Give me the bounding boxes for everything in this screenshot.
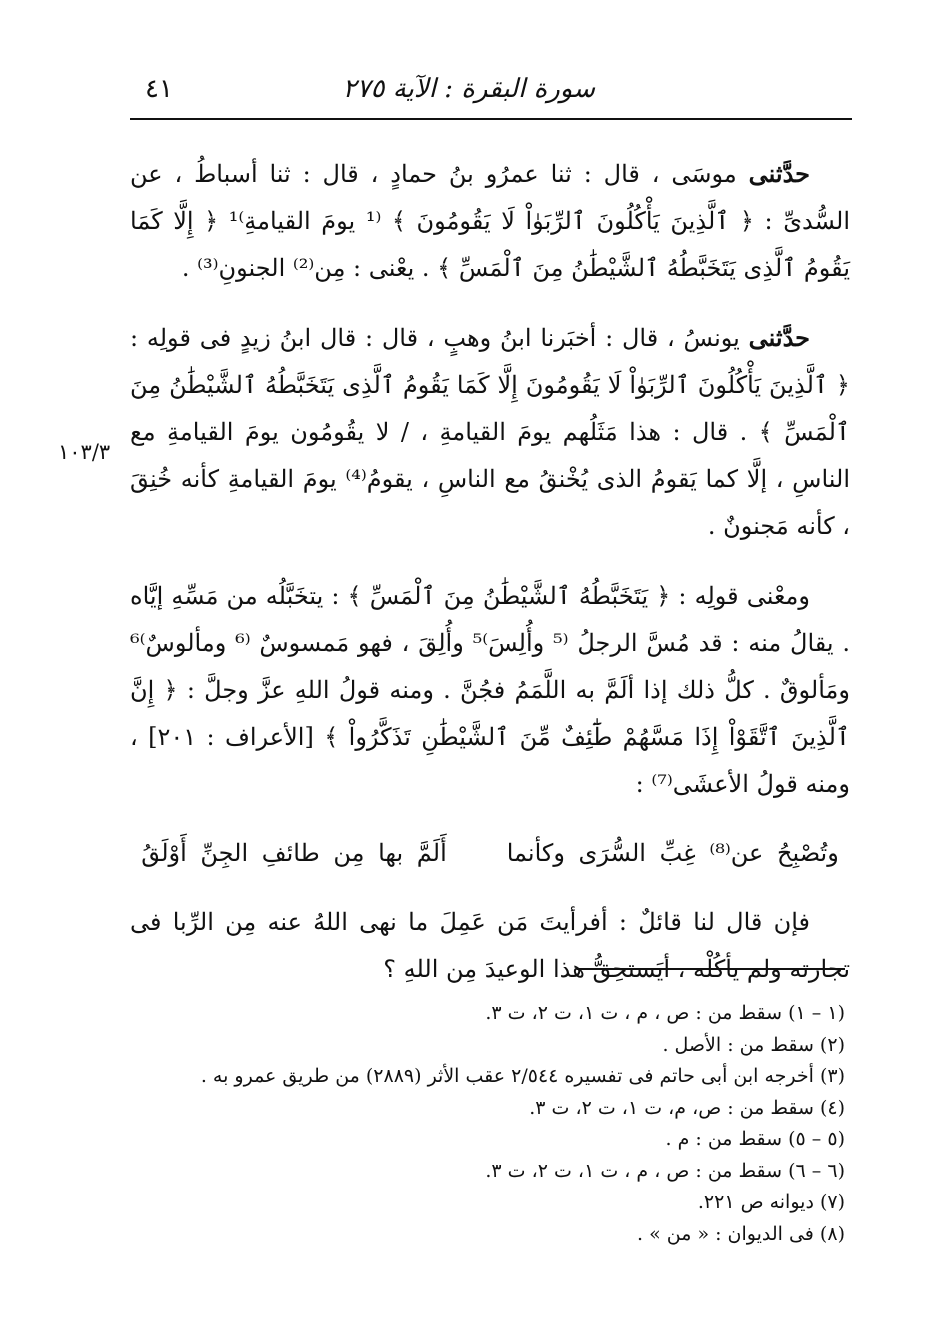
- footnote-item: (٥ – ٥) سقط من : م .: [665, 1128, 845, 1150]
- header-title: سورة البقرة : الآية ٢٧٥: [342, 74, 595, 104]
- footnote-item: (٣) أخرجه ابن أبى حاتم فى تفسيره ٢/٥٤٤ عقب الأثر (٢٨٨٩) من طريق عمرو به .: [200, 1065, 845, 1087]
- margin-reference: ١٠٣/٣: [58, 440, 111, 464]
- verse-hemistich-right: وتُصْبِحُ عن⁽⁸⁾ غِبِّ السُّرَى وكأنما: [506, 839, 839, 867]
- footnote-item: (٨) فى الديوان : « من » .: [637, 1222, 845, 1245]
- footnote-item: (٤) سقط من : ص، م، ت ١، ت ٢، ت ٣.: [529, 1096, 845, 1119]
- paragraph-text: موسَى ، قال : ثنا عمرُو بنُ حمادٍ ، قال : ثنا أسباطُ ، عن السُّدىِّ : ﴿ ٱلَّذِينَ يَأْكُلُونَ ٱلرِّبَوٰاْ لَا يَقُومُونَ ﴾ ⁽¹ يومَ القيامةِ⁾¹ ﴿ إِلَّا كَمَا يَقُومُ ٱلَّذِى يَتَخَبَّطُهُ ٱلشَّيْطَٰنُ مِنَ ٱلْمَسِّ ﴾ . يعْنى : مِن⁽²⁾ الجنونِ⁽³⁾ .: [130, 160, 851, 282]
- footnote-item: (٦ – ٦) سقط من : ص ، م ، ت ١، ت ٢، ت ٣.: [485, 1159, 845, 1182]
- running-header: [130, 68, 850, 112]
- paragraph-lead: حدَّثنى: [748, 159, 810, 188]
- closing-paragraph: فإن قال لنا قائلٌ : أفرأيتَ مَن عَمِلَ ما نهى اللهُ عنه مِن الرِّبا فى تجارته ولم يأكُلْه ، أيَستحِقُّ هذا الوعيدَ مِن اللهِ ؟: [130, 908, 850, 983]
- footnote-item: (٢) سقط من : الأصل .: [662, 1033, 845, 1056]
- main-text: [130, 150, 850, 1015]
- header-rule: [130, 118, 852, 120]
- verse-hemistich-left: أَلَمَّ بها مِن طائفِ الجِنِّ أَوْلَقُ: [141, 839, 447, 867]
- footnote-item: (٧) ديوانه ص ٢٢١.: [697, 1191, 845, 1213]
- footnote-rule: [577, 968, 845, 970]
- footnotes: [130, 998, 845, 1250]
- paragraph-text: ومعْنى قولِه : ﴿ يَتَخَبَّطُهُ ٱلشَّيْطَٰنُ مِنَ ٱلْمَسِّ ﴾ : يتخَبَّلُه من مَسِّهِ إيَّاه . يقالُ منه : قد مُسَّ الرجلُ ⁽⁵ وأُلِسَ⁾⁵ وأُلِقَ ، فهو مَمسوسٌ ⁽⁶ ومألوسٌ⁾⁶ ومَألوقٌ . كلُّ ذلك إذا ألَمَّ به اللَّمَمُ فجُنَّ . ومنه قولُ اللهِ عزَّ وجلَّ : ﴿ إِنَّ ٱلَّذِينَ ٱتَّقَوْاْ إِذَا مَسَّهُمْ طَٰٓئِفٌ مِّنَ ٱلشَّيْطَٰنِ تَذَكَّرُواْ ﴾ [الأعراف : ٢٠١] ، ومنه قولُ الأعشَى⁽⁷⁾ :: [130, 582, 850, 798]
- paragraph-2: [130, 314, 850, 550]
- poetry-verse: [130, 830, 850, 877]
- paragraph-text: يونسُ ، قال : أخبَرنا ابنُ وهبٍ ، قال : قال ابنُ زيدٍ فى قولِه : ﴿ ٱلَّذِينَ يَأْكُلُونَ ٱلرِّبَوٰاْ لَا يَقُومُونَ إِلَّا كَمَا يَقُومُ ٱلَّذِى يَتَخَبَّطُهُ ٱلشَّيْطَٰنُ مِنَ ٱلْمَسِّ ﴾ . قال : هذا مَثَلُهم يومَ القيامةِ ، / لا يقُومُون يومَ القيامةِ مع الناسِ ، إلَّا كما يَقومُ الذى يُخْنقُ مع الناسِ ، يقومُ⁽⁴⁾ يومَ القيامةِ كأنه خُنِقَ ، كأنه مَجنونٌ .: [130, 324, 851, 540]
- paragraph-1: [130, 150, 850, 292]
- paragraph-lead: حدَّثنى: [748, 323, 810, 352]
- paragraph-3: [130, 572, 850, 808]
- page-number: ٤١: [145, 74, 173, 104]
- footnote-item: (١ – ١) سقط من : ص ، م ، ت ١، ت ٢، ت ٣.: [485, 1002, 845, 1024]
